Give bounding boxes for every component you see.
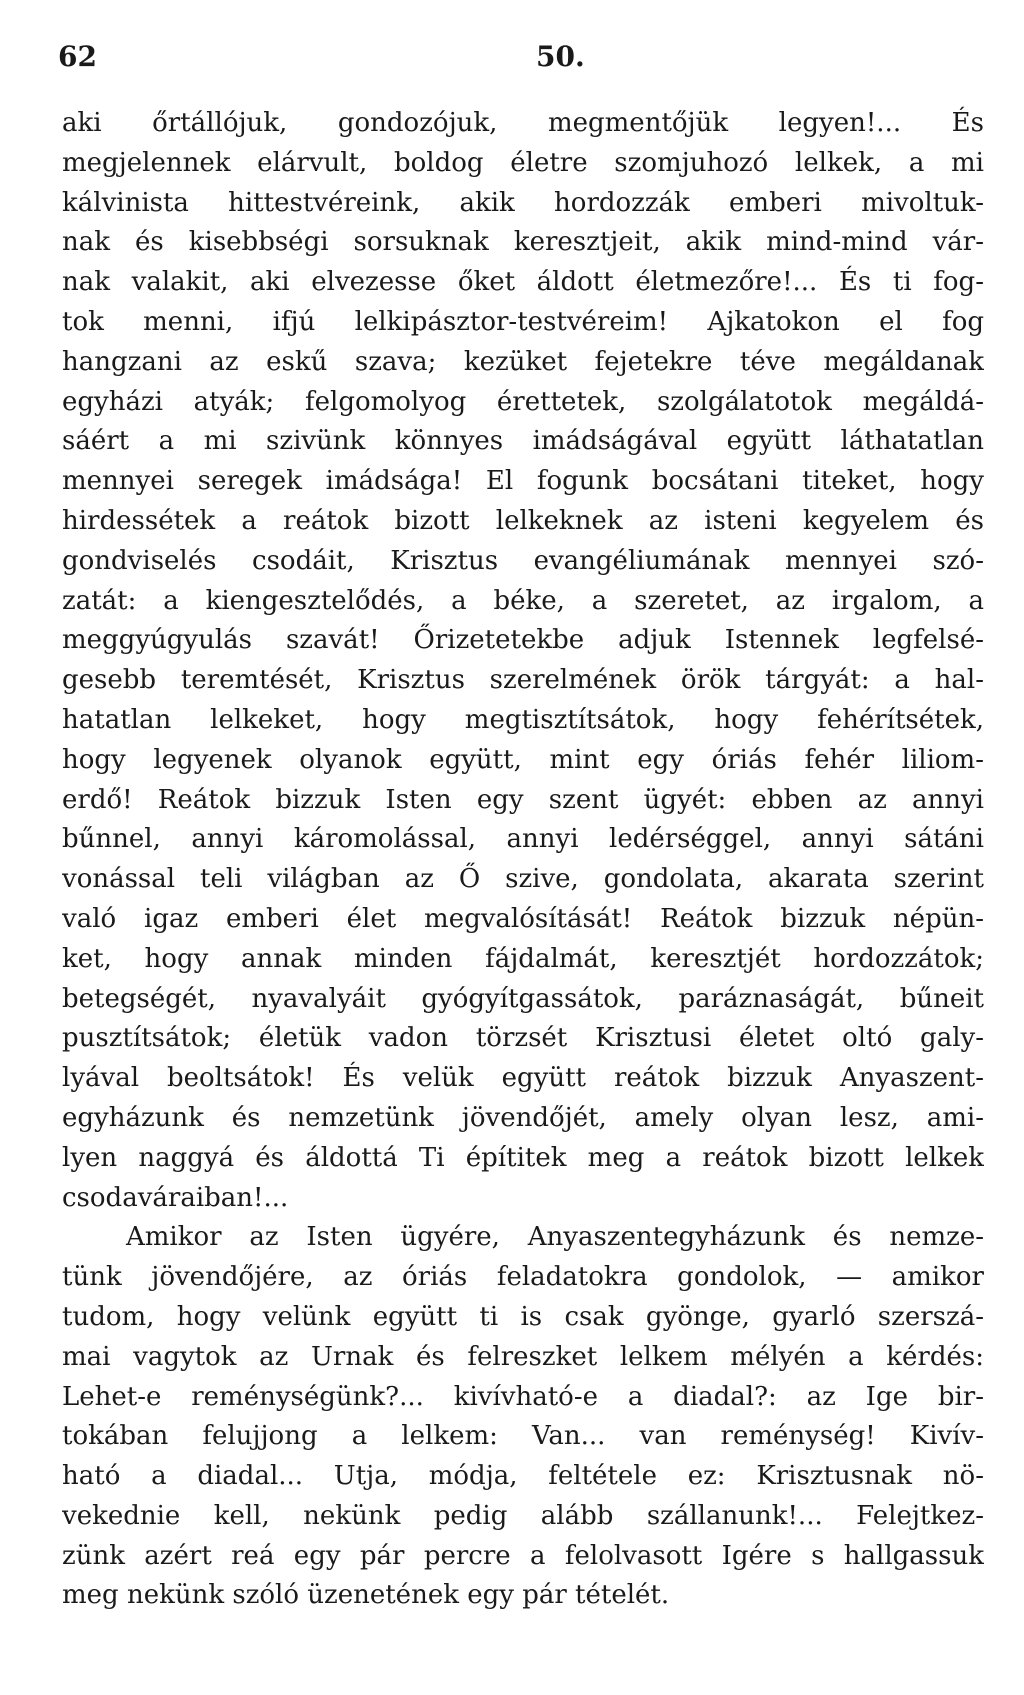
text-line: kálvinista hittestvéreink, akik hordozzák emberi mivoltuk- [62, 187, 984, 218]
text-line: bűnnel, annyi káromolással, annyi ledérséggel, annyi sátáni [62, 824, 984, 855]
text-line: zatát: a kiengesztelődés, a béke, a szeretet, az irgalom, a [62, 585, 984, 616]
text-line: Amikor az Isten ügyére, Anyaszentegyházunk és nemze- [126, 1222, 984, 1253]
text-line: csodaváraiban!... [62, 1182, 289, 1213]
text-line: gondviselés csodáit, Krisztus evangéliumának mennyei szó- [62, 545, 984, 576]
page-header [58, 40, 958, 80]
body-text [62, 104, 984, 1616]
text-line: ható a diadal... Utja, módja, feltétele ez: Krisztusnak nö- [62, 1461, 984, 1492]
text-line: tünk jövendőjére, az óriás feladatokra gondolok, — amikor [62, 1262, 984, 1293]
text-line: gesebb teremtését, Krisztus szerelmének örök tárgyát: a hal- [62, 665, 984, 696]
text-line: tudom, hogy velünk együtt ti is csak gyönge, gyarló szerszá- [62, 1301, 984, 1332]
text-line: ket, hogy annak minden fájdalmát, keresztjét hordozzátok; [62, 943, 984, 974]
text-line: meggyúgyulás szavát! Őrizetetekbe adjuk Istennek legfelsé- [62, 625, 984, 656]
text-line: aki őrtállójuk, gondozójuk, megmentőjük legyen!... És [62, 108, 984, 138]
text-line: meg nekünk szóló üzenetének egy pár tételét. [62, 1580, 670, 1611]
text-line: Lehet-e reménységünk?... kivívható-e a diadal?: az Ige bir- [62, 1381, 984, 1412]
text-line: hogy legyenek olyanok együtt, mint egy óriás fehér liliom- [62, 744, 984, 775]
text-line: egyházi atyák; felgomolyog érettetek, szolgálatotok megáldá- [62, 386, 984, 417]
text-line: hangzani az eskű szava; kezüket fejetekre téve megáldanak [62, 346, 984, 377]
text-line: egyházunk és nemzetünk jövendőjét, amely olyan lesz, ami- [62, 1102, 984, 1133]
text-line: lyával beoltsátok! És velük együtt reátok bizzuk Anyaszent- [62, 1063, 984, 1094]
text-line: mennyei seregek imádsága! El fogunk bocsátani titeket, hogy [62, 466, 984, 497]
text-line: hatatlan lelkeket, hogy megtisztítsátok, hogy fehérítsétek, [62, 704, 984, 735]
section-number: 50. [536, 40, 585, 73]
text-line: nak valakit, aki elvezesse őket áldott életmezőre!... És ti fog- [62, 267, 984, 298]
text-line: sáért a mi szivünk könnyes imádságával együtt láthatatlan [62, 426, 984, 457]
text-line: nak és kisebbségi sorsuknak keresztjeit, akik mind-mind vár- [62, 227, 984, 258]
text-line: betegségét, nyavalyáit gyógyítgassátok, paráznaságát, bűneit [62, 983, 984, 1014]
text-line: lyen naggyá és áldottá Ti építitek meg a reátok bizott lelkek [62, 1142, 984, 1173]
text-line: tok menni, ifjú lelkipásztor-testvéreim! Ajkatokon el fog [62, 306, 984, 337]
text-line: tokában felujjong a lelkem: Van... van reménység! Kivív- [62, 1421, 984, 1452]
text-line: mai vagytok az Urnak és felreszket lelkem mélyén a kérdés: [62, 1341, 984, 1372]
text-line: vekednie kell, nekünk pedig alább szállanunk!... Felejtkez- [62, 1500, 984, 1531]
text-line: való igaz emberi élet megvalósítását! Reátok bizzuk népün- [62, 903, 984, 934]
text-line: megjelennek elárvult, boldog életre szomjuhozó lelkek, a mi [62, 147, 984, 178]
text-line: hirdessétek a reátok bizott lelkeknek az isteni kegyelem és [62, 505, 984, 536]
text-line: zünk azért reá egy pár percre a felolvasott Igére s hallgassuk [62, 1540, 984, 1571]
page-number: 62 [58, 40, 97, 73]
text-line: pusztítsátok; életük vadon törzsét Krisztusi életet oltó galy- [62, 1023, 984, 1054]
text-line: vonással teli világban az Ő szive, gondolata, akarata szerint [62, 864, 984, 895]
text-line: erdő! Reátok bizzuk Isten egy szent ügyét: ebben az annyi [62, 784, 984, 815]
